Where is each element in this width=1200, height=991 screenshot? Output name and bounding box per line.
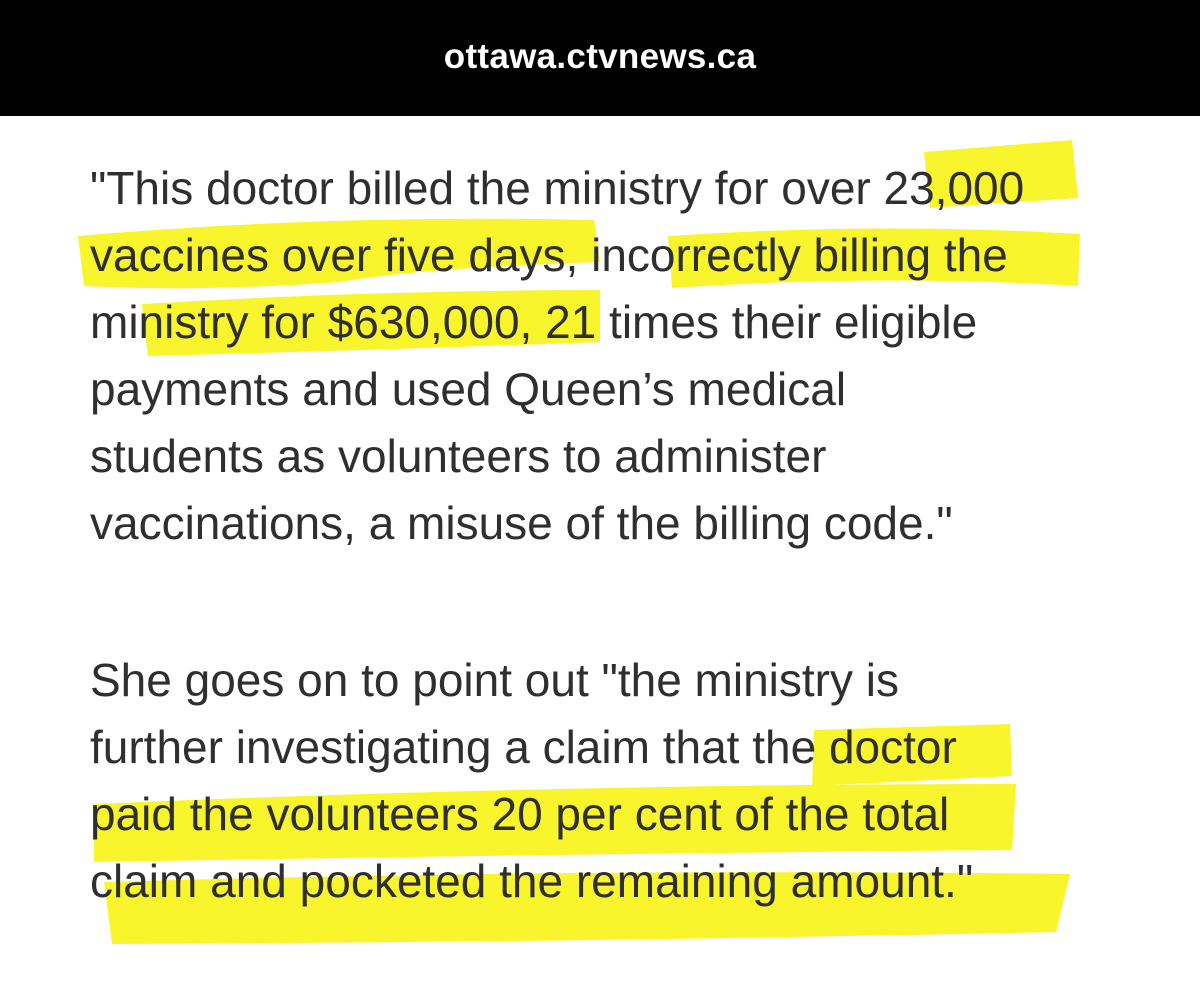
site-domain: ottawa.ctvnews.ca (443, 36, 757, 76)
article-line: payments and used Queen’s medical (90, 363, 847, 415)
article-line: vaccinations, a misuse of the billing code." (90, 497, 953, 549)
article-line: claim and pocketed the remaining amount." (90, 855, 974, 907)
article-line: vaccines over five days, incorrectly billing the (90, 229, 1008, 281)
article-line: further investigating a claim that the doctor (90, 721, 957, 773)
article-line: students as volunteers to administer (90, 430, 827, 482)
article-line: paid the volunteers 20 per cent of the total (90, 788, 950, 840)
article-line: ministry for $630,000, 21 times their eligible (90, 296, 978, 348)
article-line: "This doctor billed the ministry for over 23,000 (90, 162, 1025, 214)
article-line: She goes on to point out "the ministry is (90, 654, 899, 706)
